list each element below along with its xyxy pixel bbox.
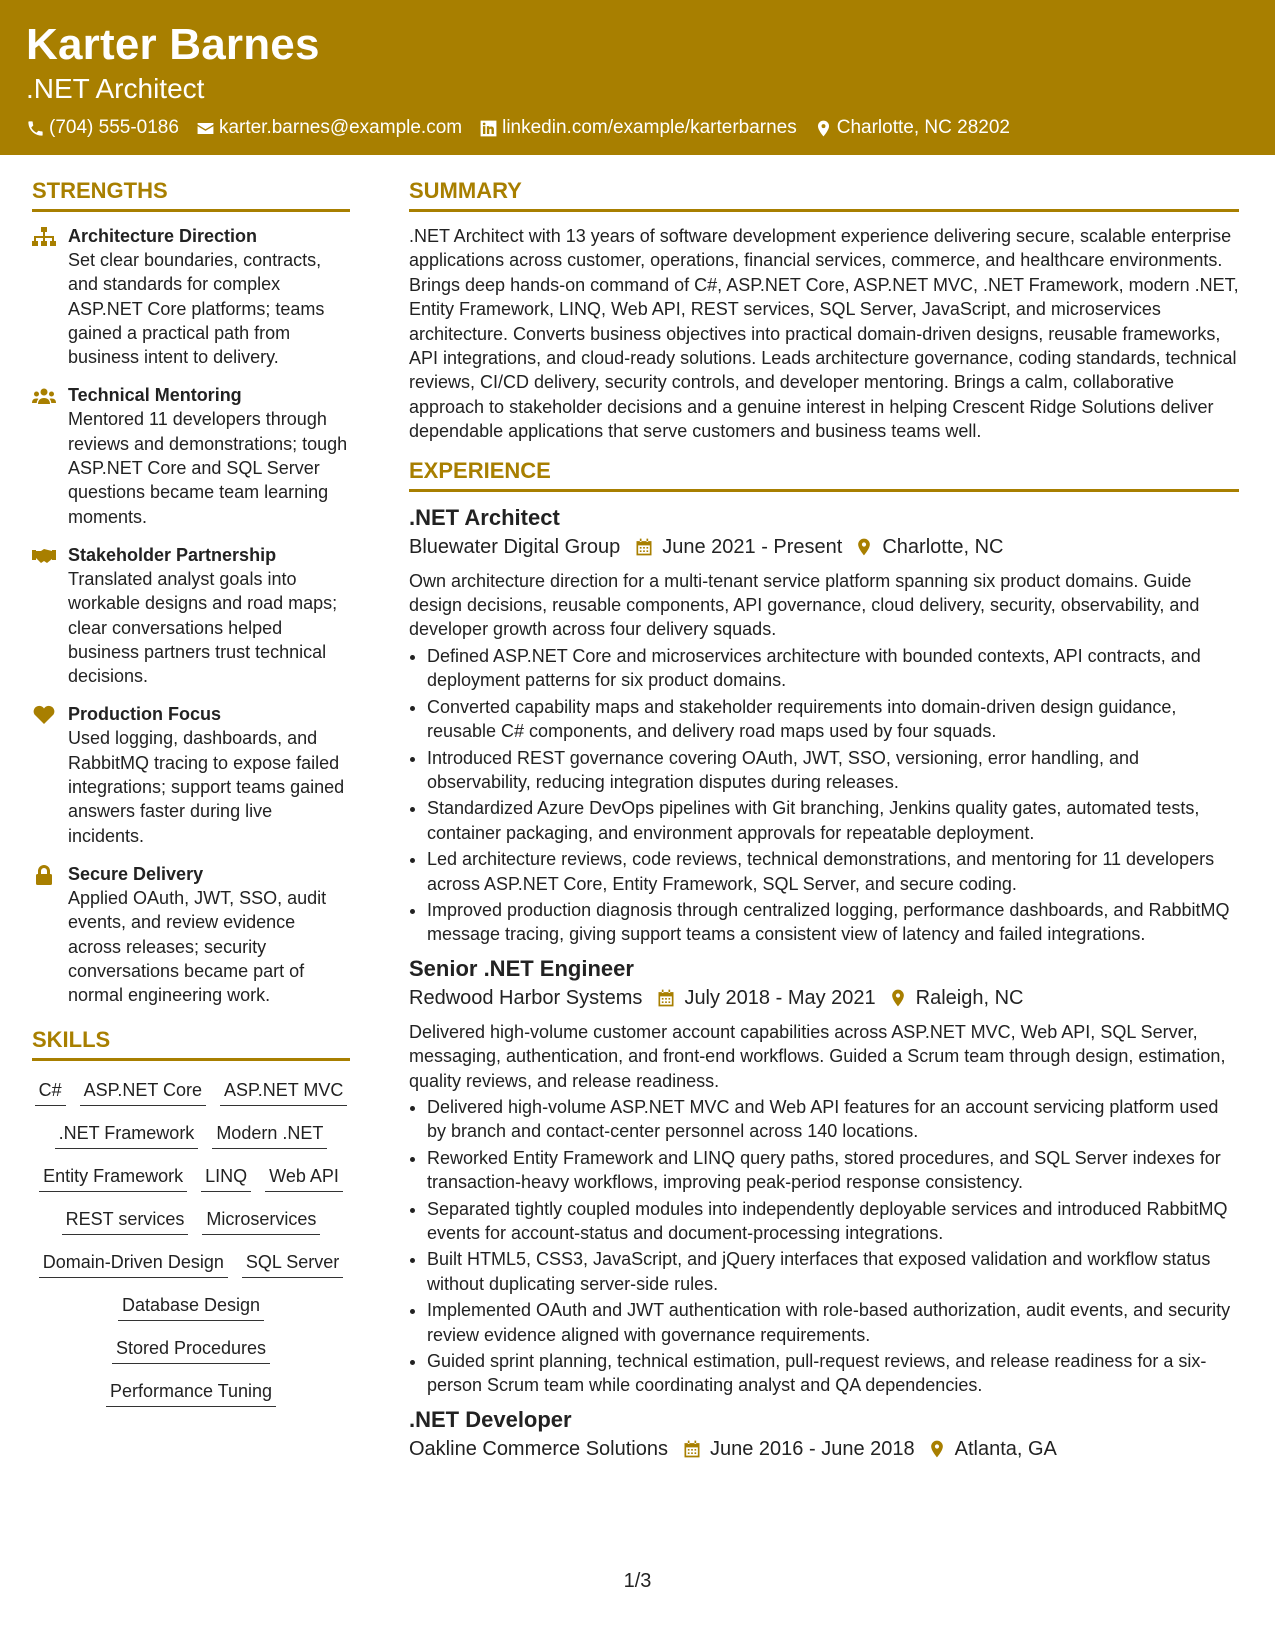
skill-tag: Microservices [202,1208,320,1235]
strength-body [68,702,350,847]
job-location: Raleigh, NC [915,986,1024,1009]
skill-tag: ASP.NET MVC [220,1079,347,1106]
job-bullet: • Implemented OAuth and JWT authentication with role-based authorization, audit events, and security review evidence aligned with governance requirements. [427,1298,1239,1347]
resume-header [0,0,1275,155]
strengths-title: STRENGTHS [32,178,350,212]
job-bullet: • Improved production diagnosis through centralized logging, performance dashboards, and RabbitMQ message tracing, giving support teams a consistent view of latency and failed integrations. [427,898,1239,947]
job-company: Bluewater Digital Group [409,535,621,558]
skill-tag: Database Design [118,1294,264,1321]
skill-tag: ASP.NET Core [80,1079,206,1106]
calendar-icon [656,988,676,1008]
skill-tag: LINQ [201,1165,251,1192]
strength-title: Technical Mentoring [68,385,242,406]
strength-body [68,862,350,1007]
strength-title: Stakeholder Partnership [68,544,277,565]
job-company: Redwood Harbor Systems [409,986,643,1009]
handshake-icon [32,543,68,688]
job-meta [409,1438,1239,1461]
skill-row [32,1251,350,1278]
strength-body [68,383,350,528]
strength-body [68,543,350,688]
strength-description: Translated analyst goals into workable designs and road maps; clear conversations helped business partners trust technical decisions. [68,568,338,687]
job-entry [409,955,1239,1398]
job-title: .NET Architect [409,504,560,530]
skill-row [32,1165,350,1192]
job-title: Senior .NET Engineer [409,955,634,981]
skill-tag: Web API [265,1165,343,1192]
skills-grid [32,1073,350,1423]
map-pin-icon [854,537,874,557]
skill-tag: Domain-Driven Design [39,1251,228,1278]
job-dates: July 2018 - May 2021 [684,986,876,1009]
job-title: .NET Developer [409,1406,572,1432]
map-pin-icon [814,119,833,138]
heart-icon [32,702,68,847]
calendar-icon [682,1439,702,1459]
strength-description: Used logging, dashboards, and RabbitMQ tracing to expose failed integrations; support teams gained answers faster during live incidents. [68,728,345,846]
job-bullets [409,1095,1239,1398]
skill-tag: SQL Server [242,1251,343,1278]
job-meta [409,987,1239,1010]
strength-item [32,224,350,369]
skill-tag: .NET Framework [55,1122,199,1149]
skill-tag: Stored Procedures [112,1337,270,1364]
skill-tag: REST services [62,1208,189,1235]
right-column [409,178,1239,1471]
job-bullet: • Guided sprint planning, technical estimation, pull-request reviews, and release readiness for a six-person Scrum team while coordinating analyst and QA dependencies. [427,1349,1239,1398]
experience-list [409,504,1239,1461]
contact-location [814,117,1010,139]
envelope-icon [196,119,215,138]
phone-icon [26,119,45,138]
skill-tag: Modern .NET [212,1122,327,1149]
email-text: karter.barnes@example.com [218,117,463,138]
job-description: Delivered high-volume customer account capabilities across ASP.NET MVC, Web API, SQL Server, messaging, authentication, and front-end workflows. Guided a Scrum team through design, estimation, quality reviews, and release readiness. [409,1021,1226,1091]
map-pin-icon [888,988,908,1008]
job-bullet: • Defined ASP.NET Core and microservices architecture with bounded contexts, API contracts, and deployment patterns for six product domains. [427,644,1239,693]
strength-item [32,702,350,847]
skill-row [32,1380,350,1407]
job-bullet: • Reworked Entity Framework and LINQ query paths, stored procedures, and SQL Server indexes for transaction-heavy workflows, improving peak-period response consistency. [427,1146,1239,1195]
users-icon [32,383,68,528]
strength-description: Applied OAuth, JWT, SSO, audit events, and review evidence across releases; security conversations became part of normal engineering work. [68,887,327,1006]
skill-row [32,1294,350,1321]
skill-row [32,1122,350,1149]
strength-title: Architecture Direction [68,226,258,246]
job-meta [409,536,1239,559]
linkedin-icon [479,119,498,138]
skill-tag: C# [35,1079,66,1106]
phone-text: (704) 555-0186 [49,117,179,138]
linkedin-text: linkedin.com/example/karterbarnes [502,117,797,138]
left-column [32,178,350,1423]
strengths-list [32,224,350,1007]
candidate-name: Karter Barnes [26,20,320,69]
job-bullet: • Introduced REST governance covering OAuth, JWT, SSO, versioning, error handling, and observability, reducing integration disputes during releases. [427,746,1239,795]
strength-description: Set clear boundaries, contracts, and standards for complex ASP.NET Core platforms; teams gained a practical path from business intent to delivery. [68,250,325,368]
job-bullet: • Built HTML5, CSS3, JavaScript, and jQuery interfaces that exposed validation and workflow status without duplicating server-side rules. [427,1247,1239,1296]
strength-body [68,224,350,369]
strength-title: Secure Delivery [68,863,204,884]
contact-bar [26,117,1027,139]
skill-tag: Performance Tuning [106,1380,276,1407]
contact-linkedin[interactable] [479,117,797,139]
skill-row [32,1208,350,1235]
contact-phone [26,117,179,139]
sitemap-icon [32,224,68,369]
map-pin-icon [927,1439,947,1459]
job-bullet: • Led architecture reviews, code reviews, technical demonstrations, and mentoring for 11 developers across ASP.NET Core, Entity Framework, SQL Server, and secure coding. [427,847,1239,896]
job-bullet: • Separated tightly coupled modules into independently deployable services and introduced RabbitMQ events for account-status and document-processing integrations. [427,1197,1239,1246]
strength-item [32,543,350,688]
lock-icon [32,862,68,1007]
experience-title: EXPERIENCE [409,458,1239,492]
skill-tag: Entity Framework [39,1165,187,1192]
job-entry [409,504,1239,947]
job-bullet: • Delivered high-volume ASP.NET MVC and Web API features for an account servicing platform used by branch and contact-center personnel across 140 locations. [427,1095,1239,1144]
job-company: Oakline Commerce Solutions [409,1437,668,1460]
skill-row [32,1079,350,1106]
job-description: Own architecture direction for a multi-tenant service platform spanning six product domains. Guide design decisions, reusable components, API governance, cloud delivery, security, observability, and developer growth across four delivery squads. [409,570,1200,640]
location-text: Charlotte, NC 28202 [836,117,1010,138]
page-number: 1/3 [623,1570,652,1592]
job-dates: June 2021 - Present [662,535,843,558]
job-bullet: • Standardized Azure DevOps pipelines with Git branching, Jenkins quality gates, automated tests, container packaging, and environment approvals for repeatable deployment. [427,796,1239,845]
job-bullets [409,644,1239,947]
job-location: Atlanta, GA [954,1437,1057,1460]
job-dates: June 2016 - June 2018 [710,1437,915,1460]
strength-item [32,862,350,1007]
skills-title: SKILLS [32,1027,350,1061]
contact-email[interactable] [196,117,462,139]
candidate-role: .NET Architect [26,73,205,104]
job-bullet: • Converted capability maps and stakeholder requirements into domain-driven design guidance, reusable C# components, and delivery road maps used by four squads. [427,695,1239,744]
summary-title: SUMMARY [409,178,1239,212]
calendar-icon [634,537,654,557]
strength-title: Production Focus [68,704,221,725]
job-entry [409,1406,1239,1461]
job-location: Charlotte, NC [882,535,1004,558]
summary-text: .NET Architect with 13 years of software development experience delivering secure, scalable enterprise applications across customer, operations, financial services, commerce, and healthcare environments. Brings deep hands-on command of C#, ASP.NET Core, ASP.NET MVC, .NET Framework, modern .NET, Entity Framework, LINQ, Web API, REST services, SQL Server, JavaScript, and microservices architecture. Converts business objectives into practical domain-driven designs, reusable frameworks, API integrations, and cloud-ready solutions. Leads architecture governance, coding standards, technical reviews, CI/CD delivery, security controls, and developer mentoring. Brings a calm, collaborative approach to stakeholder decisions and a genuine interest in helping Crescent Ridge Solutions deliver dependable applications that serve customers and business teams well. [409,226,1239,442]
strength-item [32,383,350,528]
strength-description: Mentored 11 developers through reviews and demonstrations; tough ASP.NET Core and SQL Server questions became team learning moments. [68,409,348,527]
skill-row [32,1337,350,1364]
